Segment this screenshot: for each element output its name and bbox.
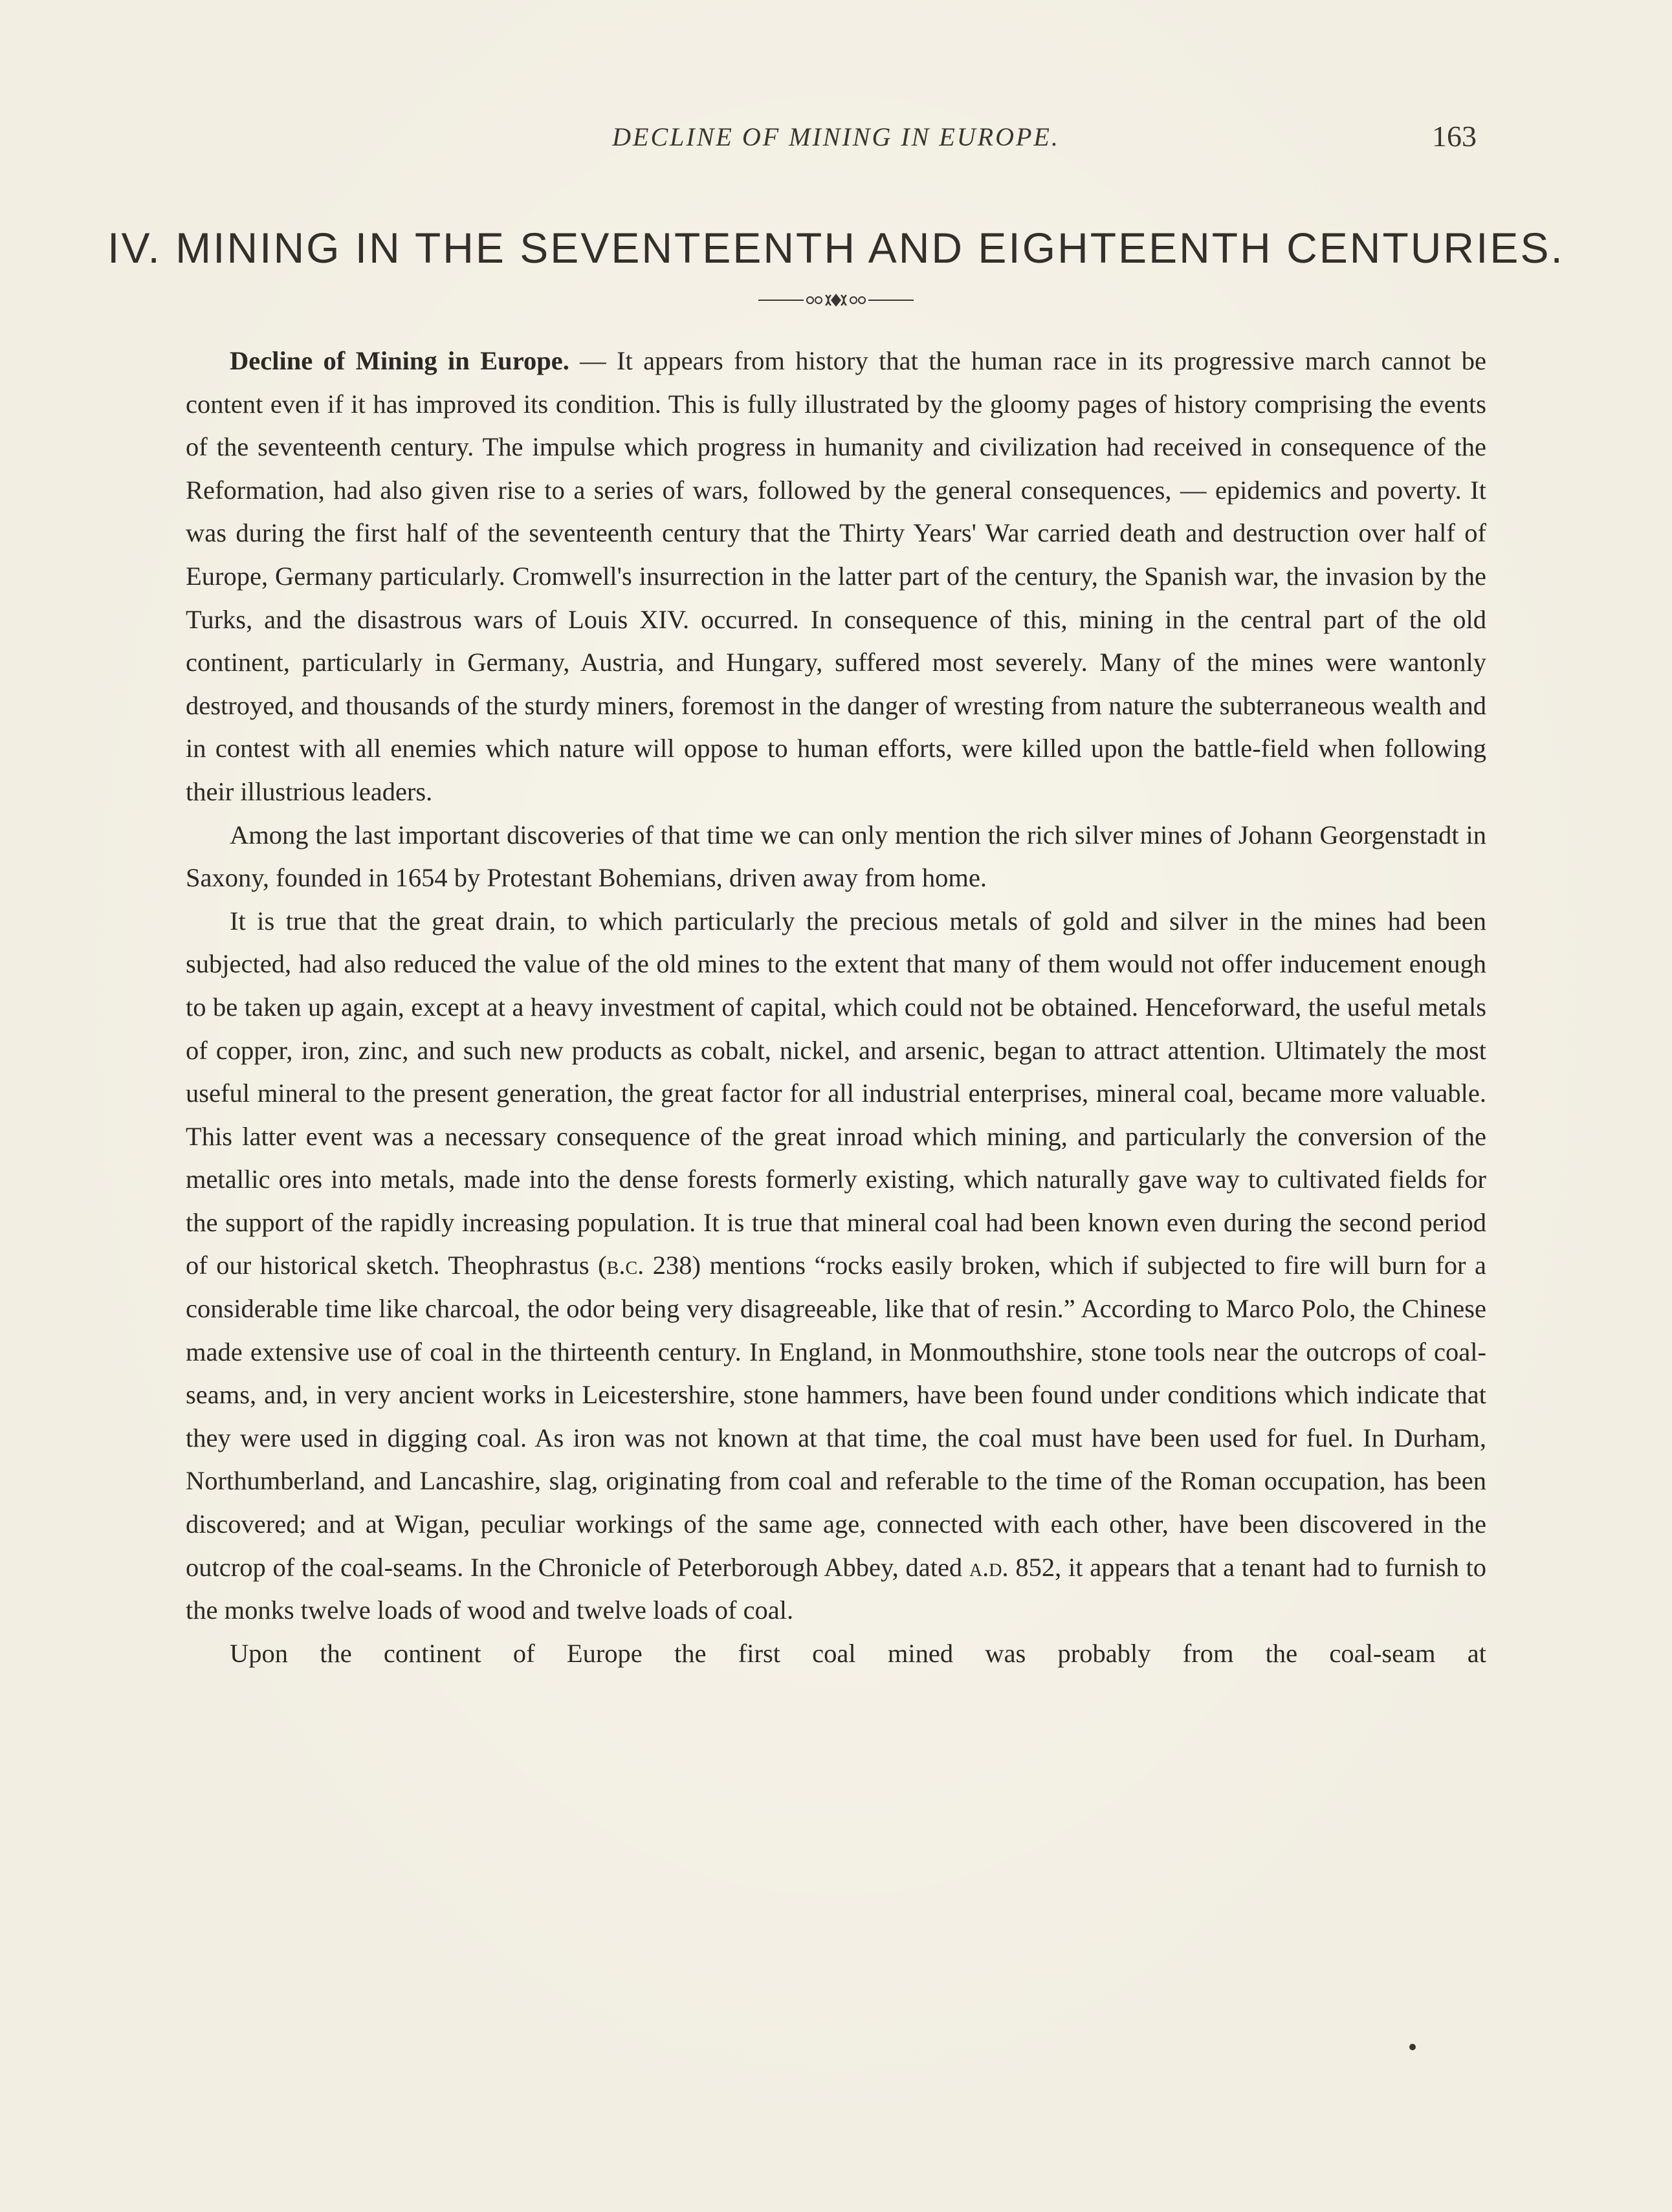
ornamental-divider-icon (758, 290, 914, 309)
paragraph-text: Among the last important discoveries of that time we can only mention the rich silver mines of Johann Georgenstadt in Saxony, founded in 1654 by Protestant Bohemians, driven away from home. (186, 820, 1486, 893)
paragraph-lead-heading: Decline of Mining in Europe. (230, 346, 569, 375)
paragraph-text: 852, it appears that a tenant had to furnish to the monks twelve loads of wood and twelve loads of coal. (186, 1552, 1486, 1625)
running-head (0, 122, 1672, 160)
paragraph-discoveries (186, 814, 1486, 900)
paragraph-text: Upon the continent of Europe the first coal mined was probably from the coal-seam at (230, 1638, 1486, 1668)
paragraph-text: It is true that the great drain, to which particularly the precious metals of gold and silver in the mines had been subjected, had also reduced the value of the old mines to the extent that many of them would not offer inducement enough to be taken up again, except at a heavy investment of capital, which could not be obtained. Henceforward, the useful metals of copper, iron, zinc, and such new products as cobalt, nickel, and arsenic, began to attract attention. Ultimately the most useful mineral to the present generation, the great factor for all industrial enterprises, mineral coal, became more valuable. This latter event was a necessary consequence of the great inroad which mining, and particularly the conversion of the metallic ores into metals, made into the dense forests formerly existing, which naturally gave way to cultivated fields for the support of the rapidly increasing population. It is true that mineral coal had been known even during the second period of our historical sketch. Theophrastus ( (186, 906, 1486, 1280)
era-abbreviation: a.d. (969, 1552, 1009, 1582)
page-number: 163 (1432, 120, 1477, 153)
paragraph-text: — It appears from history that the human race in its progressive march cannot be content even if it has improved its condition. This is fully illustrated by the gloomy pages of history comprising the events of the seventeenth century. The impulse which progress in humanity and civilization had received in consequence of the Reformation, had also given rise to a series of wars, followed by the general consequences, — epidemics and poverty. It was during the first half of the seventeenth century that the Thirty Years' War carried death and destruction over half of Europe, Germany particularly. Cromwell's insurrection in the latter part of the century, the Spanish war, the invasion by the Turks, and the disastrous wars of Louis XIV. occurred. In consequence of this, mining in the central part of the old continent, particularly in Germany, Austria, and Hungary, suffered most severely. Many of the mines were wantonly destroyed, and thousands of the sturdy miners, foremost in the danger of wresting from nature the subterraneous wealth and in contest with all enemies which nature will oppose to human efforts, were killed upon the battle-field when following their illustrious leaders. (186, 346, 1486, 806)
era-abbreviation: b.c. (606, 1251, 644, 1280)
paragraph-text: 238) mentions “rocks easily broken, which if subjected to fire will burn for a considerable time like charcoal, the odor being very disagreeable, like that of resin.” According to Marco Polo, the Chinese made extensive use of coal in the thirteenth century. In England, in Monmouthshire, stone tools near the outcrops of coal-seams, and, in very ancient works in Leicestershire, stone hammers, have been found under conditions which indicate that they were used in digging coal. As iron was not known at that time, the coal must have been used for fuel. In Durham, Northumberland, and Lancashire, slag, originating from coal and referable to the time of the Roman occupation, has been discovered; and at Wigan, peculiar workings of the same age, connected with each other, have been discovered in the outcrop of the coal-seams. In the Chronicle of Peterborough Abbey, dated (186, 1251, 1486, 1582)
chapter-title: IV. MINING IN THE SEVENTEENTH AND EIGHTEENTH CENTURIES. (107, 224, 1565, 272)
paragraph-continent (186, 1632, 1486, 1676)
running-title: DECLINE OF MINING IN EUROPE. (612, 122, 1060, 151)
ink-speck (1409, 2044, 1416, 2050)
body-text (186, 340, 1486, 1675)
paragraph-decline (186, 340, 1486, 814)
paragraph-coal (186, 900, 1486, 1632)
